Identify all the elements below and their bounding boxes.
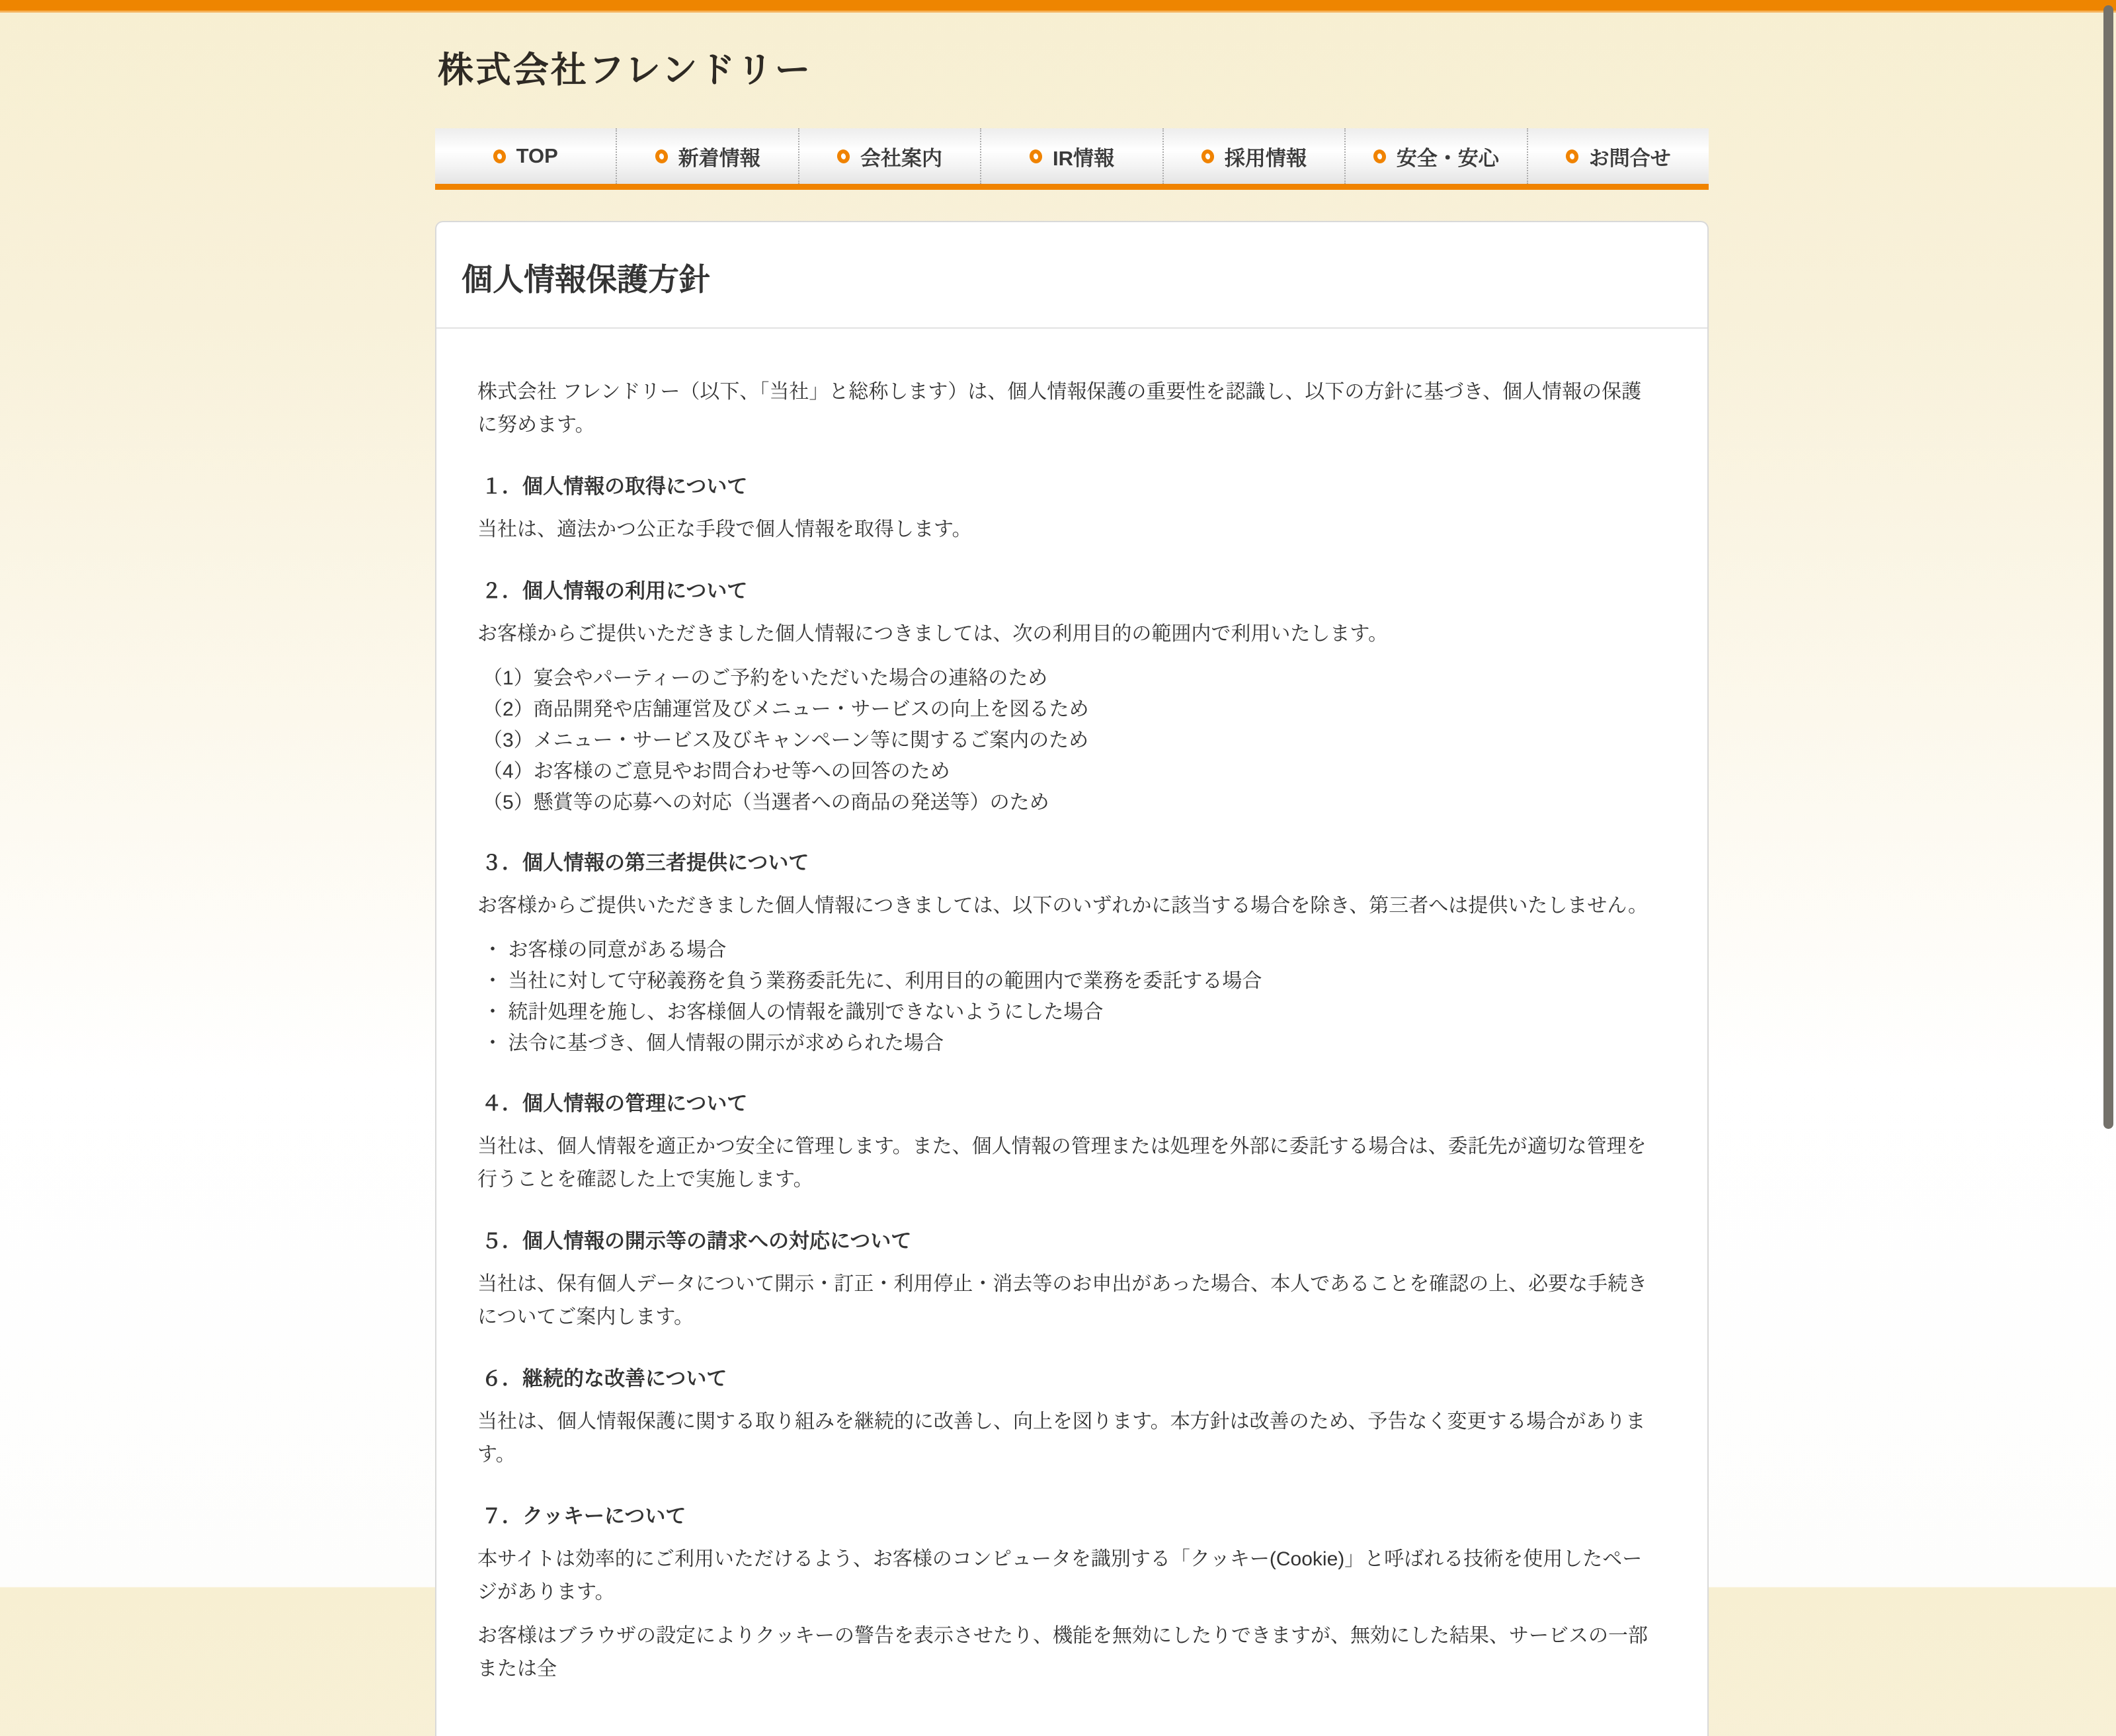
nav-item-ir[interactable]: [980, 128, 1162, 184]
policy-body: [436, 329, 1707, 1736]
section-paragraph: 当社は、保有個人データについて開示・訂正・利用停止・消去等のお申出があった場合、本人であることを確認の上、必要な手続きについてご案内します。: [477, 1273, 1648, 1328]
content-panel: [435, 221, 1709, 1736]
nav-item-news[interactable]: [616, 128, 797, 184]
nav-item-label: 新着情報: [678, 146, 760, 170]
list-item: （3）メニュー・サービス及びキャンペーン等に関するご案内のため: [483, 729, 1089, 751]
site-logo[interactable]: 株式会社フレンドリー: [438, 50, 813, 90]
nav-item-company[interactable]: [798, 128, 980, 184]
nav-bullet-icon: [1028, 148, 1043, 164]
section-paragraph: お客様からご提供いただきました個人情報につきましては、以下のいずれかに該当する場合を除き、第三者へは提供いたしません。: [477, 895, 1648, 917]
list-item: （4）お客様のご意見やお問合わせ等への回答のため: [483, 761, 950, 782]
section-heading-5: ５．個人情報の開示等の請求への対応について: [481, 1229, 912, 1253]
section-heading-1: １．個人情報の取得について: [481, 475, 748, 498]
section-heading-7: ７．クッキーについて: [481, 1505, 686, 1528]
section-paragraph: 本サイトは効率的にご利用いただけるよう、お客様のコンピュータを識別する「クッキー(Cookie)」と呼ばれる技術を使用したページがあります。: [477, 1548, 1643, 1603]
nav-item-top[interactable]: [435, 128, 616, 184]
nav-item-safety[interactable]: [1344, 128, 1526, 184]
page-title: 個人情報保護方針: [436, 222, 1707, 329]
list-item: （5）懸賞等の応募への対応（当選者への商品の発送等）のため: [483, 792, 1049, 813]
section-heading-2: ２．個人情報の利用について: [481, 579, 748, 602]
nav-bullet-icon: [492, 148, 507, 164]
section-heading-6: ６．継続的な改善について: [481, 1367, 727, 1390]
list-item: ・ 当社に対して守秘義務を負う業務委託先に、利用目的の範囲内で業務を委託する場合: [483, 970, 1262, 992]
nav-item-label: 会社案内: [860, 146, 943, 170]
nav-item-label: 採用情報: [1224, 146, 1307, 170]
nav-bullet-icon: [654, 148, 669, 164]
third-party-list: [483, 934, 1661, 1059]
section-paragraph: お客様はブラウザの設定によりクッキーの警告を表示させたり、機能を無効にしたりできますが、無効にした結果、サービスの一部または全: [477, 1625, 1648, 1680]
page-container: [435, 42, 1709, 1736]
list-item: ・ 統計処理を施し、お客様個人の情報を識別できないようにした場合: [483, 1001, 1104, 1023]
nav-bullet-icon: [1200, 148, 1215, 164]
nav-item-label: TOP: [516, 144, 558, 167]
nav-item-label: IR情報: [1052, 146, 1114, 170]
nav-item-label: 安全・安心: [1396, 146, 1499, 170]
list-item: （1）宴会やパーティーのご予約をいただいた場合の連絡のため: [483, 667, 1048, 689]
section-paragraph: 当社は、適法かつ公正な手段で個人情報を取得します。: [477, 518, 972, 540]
purpose-list: [483, 663, 1661, 818]
section-paragraph: 当社は、個人情報保護に関する取り組みを継続的に改善し、向上を図ります。本方針は改善のため、予告なく変更する場合があります。: [477, 1411, 1646, 1466]
nav-item-contact[interactable]: [1527, 128, 1709, 184]
intro-paragraph: 株式会社 フレンドリー（以下、「当社」と総称します）は、個人情報保護の重要性を認識し、以下の方針に基づき、個人情報の保護に努めます。: [477, 381, 1642, 436]
list-item: ・ お客様の同意がある場合: [483, 939, 727, 961]
list-item: （2）商品開発や店舗運営及びメニュー・サービスの向上を図るため: [483, 698, 1089, 720]
section-heading-4: ４．個人情報の管理について: [481, 1092, 748, 1115]
top-accent-bar: [0, 0, 2116, 13]
nav-bullet-icon: [836, 148, 851, 164]
nav-item-recruit[interactable]: [1162, 128, 1344, 184]
section-paragraph: 当社は、個人情報を適正かつ安全に管理します。また、個人情報の管理または処理を外部に委託する場合は、委託先が適切な管理を行うことを確認した上で実施します。: [477, 1136, 1647, 1190]
main-nav: [435, 128, 1709, 190]
nav-bullet-icon: [1372, 148, 1387, 164]
section-paragraph: お客様からご提供いただきました個人情報につきましては、次の利用目的の範囲内で利用いたします。: [477, 623, 1388, 645]
section-heading-3: ３．個人情報の第三者提供について: [481, 851, 809, 874]
list-item: ・ 法令に基づき、個人情報の開示が求められた場合: [483, 1032, 944, 1054]
nav-item-label: お問合せ: [1588, 146, 1671, 170]
scrollbar-thumb[interactable]: [2103, 5, 2113, 1129]
nav-bullet-icon: [1565, 148, 1580, 164]
